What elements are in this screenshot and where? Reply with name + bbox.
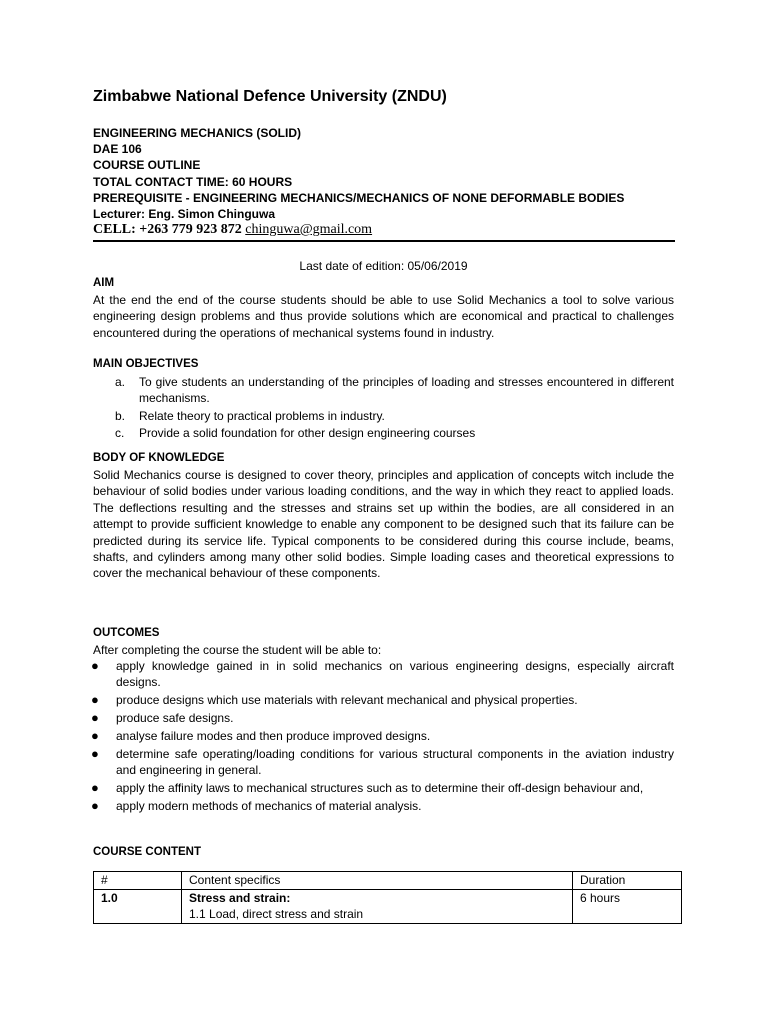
list-item xyxy=(93,728,674,744)
row-number: 1.0 xyxy=(94,889,182,923)
list-marker: c. xyxy=(115,426,125,441)
prerequisite: PREREQUISITE - ENGINEERING MECHANICS/MECHANICS OF NONE DEFORMABLE BODIES xyxy=(93,191,625,205)
list-item xyxy=(93,658,674,691)
bullet-icon: ● xyxy=(91,692,99,708)
list-item-text: produce safe designs. xyxy=(116,711,234,725)
aim-text: At the end the end of the course students should be able to use Solid Mechanics a tool to solve various engineering design problems and thus provide solutions which are economical and practical to challenges encountered during the operations of mechanical systems found in industry. xyxy=(93,293,674,340)
row-subtopic: 1.1 Load, direct stress and strain xyxy=(189,907,364,921)
column-header-duration: Duration xyxy=(573,872,682,890)
email-link[interactable]: chinguwa@gmail.com xyxy=(245,222,373,237)
outcomes-list xyxy=(93,658,674,815)
contact-line xyxy=(93,222,372,238)
bullet-icon: ● xyxy=(91,727,99,743)
course-content-table xyxy=(93,871,682,924)
body-heading: BODY OF KNOWLEDGE xyxy=(93,452,225,464)
row-duration: 6 hours xyxy=(573,889,682,923)
list-item xyxy=(93,746,674,779)
university-title: Zimbabwe National Defence University (ZNDU) xyxy=(93,88,447,105)
list-item-text: produce designs which use materials with relevant mechanical and physical properties. xyxy=(116,693,578,708)
list-item-text: apply modern methods of mechanics of material analysis. xyxy=(116,798,422,813)
list-item-text: apply knowledge gained in in solid mechanics on various engineering designs, especially aircraft designs. xyxy=(116,659,674,690)
bullet-icon: ● xyxy=(91,658,99,673)
list-item xyxy=(93,692,674,708)
list-item-text: To give students an understanding of the principles of loading and stresses encountered in different mechanisms. xyxy=(139,375,674,406)
list-item xyxy=(93,425,674,441)
column-header-number: # xyxy=(94,872,182,890)
contact-time: TOTAL CONTACT TIME: 60 HOURS xyxy=(93,175,293,189)
row-content xyxy=(182,889,573,923)
objectives-list xyxy=(93,374,674,443)
list-item-text: Relate theory to practical problems in industry. xyxy=(139,408,385,423)
list-item-text: Provide a solid foundation for other design engineering courses xyxy=(139,426,476,441)
course-code: DAE 106 xyxy=(93,142,142,156)
list-item-text: analyse failure modes and then produce improved designs. xyxy=(116,728,431,743)
doc-type: COURSE OUTLINE xyxy=(93,158,201,172)
bullet-icon: ● xyxy=(91,710,99,725)
header-divider xyxy=(93,240,675,242)
list-item-text: apply the affinity laws to mechanical structures such as to determine their off-design behaviour and, xyxy=(116,780,644,795)
table-row xyxy=(94,889,682,923)
list-item xyxy=(93,798,674,814)
list-item xyxy=(93,780,674,796)
body-text: Solid Mechanics course is designed to cover theory, principles and application of concepts witch include the behaviour of solid bodies under various loading conditions, and the way in which they react to applied loads. The deflections resulting and the stresses and strains set up within the bodies, are all considered in an attempt to provide sufficient knowledge to enable any component to be designed such that its failure can be predicted during its service life. Typical components to be considered during this course include, beams, shafts, and cylinders among many other solid bodies. Simple loading cases and theoretical expressions to cover the mechanical behaviour of these components. xyxy=(93,468,674,581)
bullet-icon: ● xyxy=(91,779,99,795)
row-topic: Stress and strain: xyxy=(189,890,291,905)
list-item xyxy=(93,408,674,424)
table-header-row xyxy=(94,872,682,890)
bullet-icon: ● xyxy=(91,797,99,813)
edition-date: Last date of edition: 05/06/2019 xyxy=(299,259,468,273)
column-header-content: Content specifics xyxy=(182,872,573,890)
list-item xyxy=(93,374,674,407)
outcomes-intro: After completing the course the student will be able to: xyxy=(93,643,382,657)
course-content-heading: COURSE CONTENT xyxy=(93,846,201,858)
objectives-heading: MAIN OBJECTIVES xyxy=(93,358,199,370)
list-item-text: determine safe operating/loading conditions for various structural components in the aviation industry and engineering in general. xyxy=(116,746,674,777)
cell-number: CELL: +263 779 923 872 xyxy=(93,222,242,237)
lecturer: Lecturer: Eng. Simon Chinguwa xyxy=(93,207,276,221)
list-marker: a. xyxy=(115,375,126,389)
course-name: ENGINEERING MECHANICS (SOLID) xyxy=(93,126,302,140)
aim-heading: AIM xyxy=(93,277,115,289)
outcomes-heading: OUTCOMES xyxy=(93,627,160,639)
bullet-icon: ● xyxy=(91,745,99,761)
list-marker: b. xyxy=(115,408,126,423)
list-item xyxy=(93,710,674,726)
